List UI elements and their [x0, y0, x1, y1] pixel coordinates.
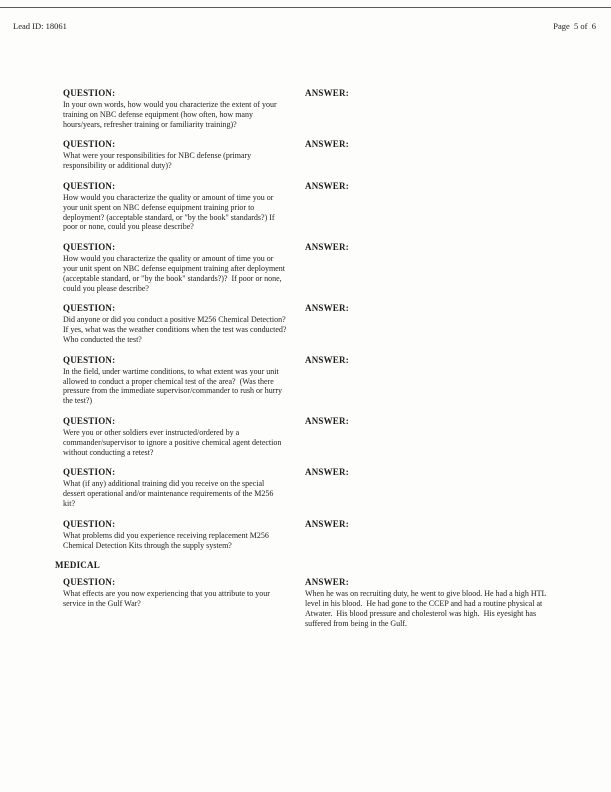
answer-block: [305, 577, 562, 628]
answer-block: [305, 181, 562, 232]
qa-row: [63, 88, 562, 129]
answer-block: [305, 242, 562, 293]
question-label: QUESTION:: [63, 467, 116, 478]
question-label: QUESTION:: [63, 303, 116, 314]
qa-row: [63, 242, 562, 293]
answer-block: [305, 303, 562, 344]
answer-label: ANSWER:: [305, 577, 349, 588]
question-label: QUESTION:: [63, 518, 116, 529]
qa-row: [63, 577, 562, 628]
answer-label: ANSWER:: [305, 354, 349, 365]
medical-section-heading: MEDICAL: [55, 560, 100, 571]
answer-block: [305, 355, 562, 406]
question-block: [63, 519, 305, 551]
answer-label: ANSWER:: [305, 88, 349, 98]
page-top-rule: [0, 7, 611, 8]
question-text: Did anyone or did you conduct a positive M256 Chemical Detection? If yes, what was the weather conditions when the test was conducted? Who conducted the test?: [63, 315, 291, 344]
qa-row: [63, 181, 562, 232]
question-block: [63, 242, 305, 293]
question-label: QUESTION:: [63, 577, 116, 588]
question-text: How would you characterize the quality or amount of time you or your unit spent on NBC defense equipment training after deployment (acceptable standard, or "by the book" standards?)? If poor or none, could you please describe?: [63, 254, 287, 293]
qa-content: [55, 88, 562, 639]
question-text: What were your responsibilities for NBC defense (primary responsibility or additional duty)?: [63, 151, 254, 171]
qa-row: [63, 139, 562, 171]
qa-row: [63, 416, 562, 457]
question-label: QUESTION:: [63, 139, 116, 150]
qa-row: [63, 519, 562, 551]
page-number: Page 5 of 6: [553, 21, 596, 31]
qa-row: [63, 355, 562, 406]
question-block: [63, 416, 305, 457]
answer-label: ANSWER:: [305, 518, 349, 529]
question-text: What (if any) additional training did you receive on the special dessert operational and/or maintenance requirements of the M256 kit?: [63, 479, 276, 508]
answer-block: [305, 519, 562, 551]
lead-id: Lead ID: 18061: [13, 21, 67, 31]
question-text: How would you characterize the quality or amount of time you or your unit spent on NBC defense equipment training prior to deployment? (acceptable standard, or "by the book" standards?) If poor or none, could you please describe?: [63, 192, 277, 232]
question-label: QUESTION:: [63, 415, 116, 426]
question-block: [63, 467, 305, 508]
qa-row: [63, 303, 562, 344]
question-text: In the field, under wartime conditions, to what extent was your unit allowed to conduct a proper chemical test of the area? (Was there pressure from the immediate supervisor/commander to rush or hurry the test?): [63, 366, 285, 406]
question-block: [63, 577, 305, 628]
question-label: QUESTION:: [63, 242, 116, 253]
question-label: QUESTION:: [63, 180, 116, 191]
question-label: QUESTION:: [63, 88, 116, 98]
answer-label: ANSWER:: [305, 415, 349, 426]
question-block: [63, 355, 305, 406]
answer-text: When he was on recruiting duty, he went to give blood. He had a high HTL level in his blood. He had gone to the CCEP and had a routine physical at Atwater. His blood pressure and cholesterol was high. His eyesight has suffered from being in the Gulf.: [305, 589, 549, 628]
question-text: What problems did you experience receiving replacement M256 Chemical Detection Kits through the supply system?: [63, 530, 271, 550]
question-block: [63, 303, 305, 344]
page-header: [13, 21, 596, 31]
answer-block: [305, 467, 562, 508]
answer-label: ANSWER:: [305, 467, 349, 478]
question-text: Were you or other soldiers ever instructed/ordered by a commander/supervisor to ignore a positive chemical agent detection without conducting a retest?: [63, 427, 284, 457]
answer-block: [305, 88, 562, 129]
answer-label: ANSWER:: [305, 242, 349, 253]
question-text: What effects are you now experiencing that you attribute to your service in the Gulf War?: [63, 589, 272, 609]
answer-label: ANSWER:: [305, 303, 349, 314]
answer-label: ANSWER:: [305, 139, 349, 150]
question-text: In your own words, how would you characterize the extent of your training on NBC defense equipment (how often, how many hours/years, refresher training or familiarity training)?: [63, 100, 279, 129]
question-label: QUESTION:: [63, 354, 116, 365]
qa-row: [63, 467, 562, 508]
answer-block: [305, 139, 562, 171]
question-block: [63, 139, 305, 171]
answer-label: ANSWER:: [305, 180, 349, 191]
question-block: [63, 88, 305, 129]
question-block: [63, 181, 305, 232]
answer-block: [305, 416, 562, 457]
